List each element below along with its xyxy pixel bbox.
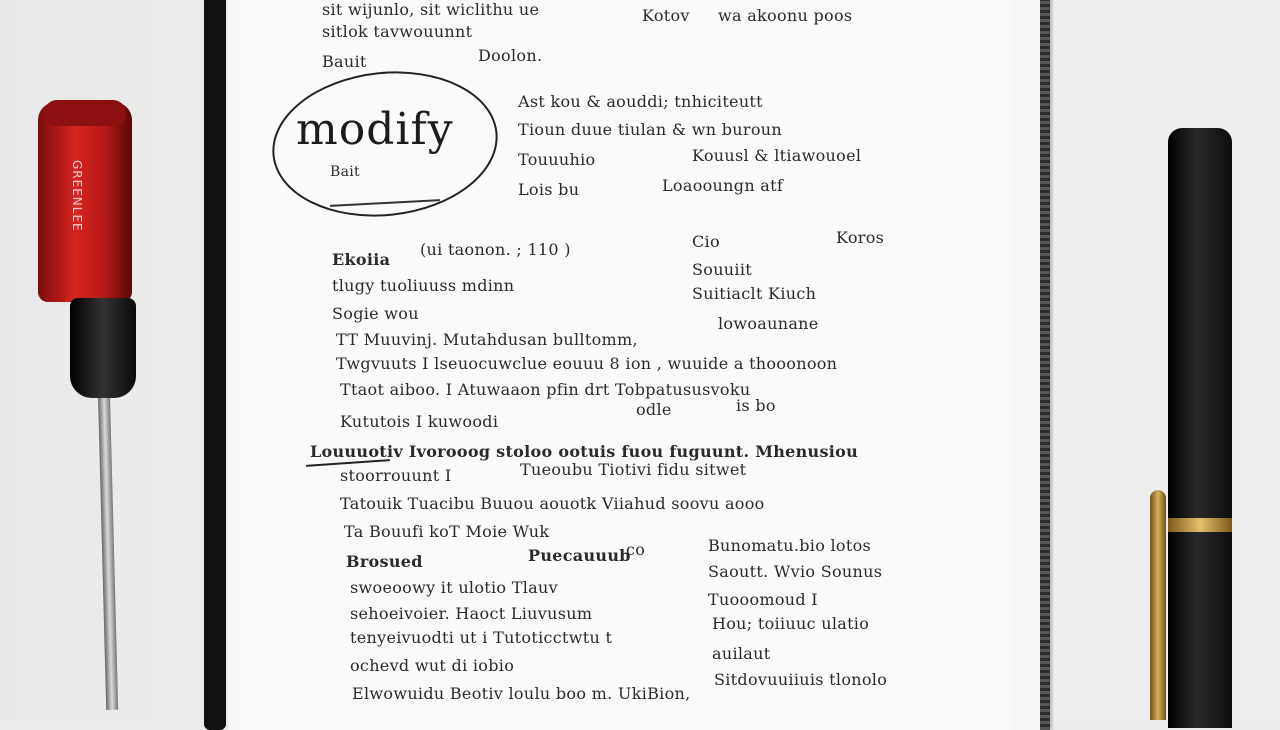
text-line: auilaut [712,644,771,663]
text-line: Hou; toiiuuc ulatio [712,614,870,633]
text-line: co [626,540,646,559]
text-line: sehoeivoier. Haoct Liuvusum [350,604,593,623]
text-line: lowoaunane [718,314,819,333]
screwdriver-handle [38,102,132,302]
pen-clip [1150,490,1166,720]
text-line: Suitiaclt Kiuch [692,284,817,303]
pen-gold-ring [1168,518,1232,532]
text-line: Puecauuub [528,546,631,565]
text-line: Tueoubu Tiotivi fidu sitwet [520,460,747,479]
text-line: Touuuhio [518,150,596,169]
text-line: tlugy tuoliuuss mdinn [332,276,515,295]
page-title: modify [296,104,454,155]
screwdriver-cap [44,100,126,126]
text-line: odle [636,400,672,419]
text-line: swoeoowy it ulotio Tlauv [350,578,558,597]
text-line: Ttaot aiboo. I Atuwaaon pfin drt Tobpatususvoku [340,380,751,399]
text-line: Saoutt. Wvio Sounus [708,562,883,581]
text-line: Ta Bouufi koT Moie Wuk [344,522,550,541]
text-line: Brosued [346,552,423,571]
text-line: Elwowuidu Beotiv loulu boo m. UkiBion, [352,684,691,703]
text-line: Kotov [642,6,690,25]
clipboard-strap [204,0,226,730]
text-line: Sitdovuuiiuis tlonolo [714,670,888,689]
text-line: tenyeivuodti ut i Tutoticctwtu t [350,628,613,647]
title-subtext: Bait [330,164,360,180]
text-line: Twgvuuts I lseuocuwclue eouuu 8 ion , wuuide a thooonoon [336,354,838,373]
text-line: Sogie wou [332,304,419,323]
fountain-pen [1168,128,1232,728]
text-line: sitlok tavwouunnt [322,22,473,41]
text-line: Doolon. [478,46,543,65]
text-line: Tatouik Tuacibu Buuou aouotk Viiahud soovu aooo [340,494,765,513]
clipboard-edge [1040,0,1050,730]
text-line: sit wijunlo, sit wiclithu ue [322,0,540,19]
text-line: TT Muuvinj. Mutahdusan bulltomm, [336,330,638,349]
text-line: is bo [736,396,776,415]
text-line: stoorrouunt I [340,466,452,485]
text-line: Bunomatu.bio lotos [708,536,872,555]
text-line: Tioun duue tiulan & wn buroun [518,120,782,139]
text-line: Bauit [322,52,367,71]
screwdriver-label: GREENLEE [70,160,84,232]
text-line: Tuooomoud I [708,590,818,609]
text-line: Loaooungn atf [662,176,784,195]
text-line: Lois bu [518,180,580,199]
text-line: Louuuotiv Ivorooog stoloo ootuis fuou fuguunt. Mhenusiou [310,442,859,461]
text-line: wa akoonu poos [718,6,853,25]
text-line: (ui taonon. ; 110 ) [420,240,571,259]
text-line: Ekoiia [332,250,391,269]
text-line: Ast kou & aouddi; tnhiciteutt [518,92,763,111]
text-line: Cio [692,232,720,251]
text-line: ochevd wut di iobio [350,656,515,675]
text-line: Kouusl & ltiawouoel [692,146,862,165]
text-line: Koros [836,228,885,247]
screwdriver-grip [70,298,136,398]
text-line: Souuiit [692,260,752,279]
text-line: Kututois I kuwoodi [340,412,499,431]
